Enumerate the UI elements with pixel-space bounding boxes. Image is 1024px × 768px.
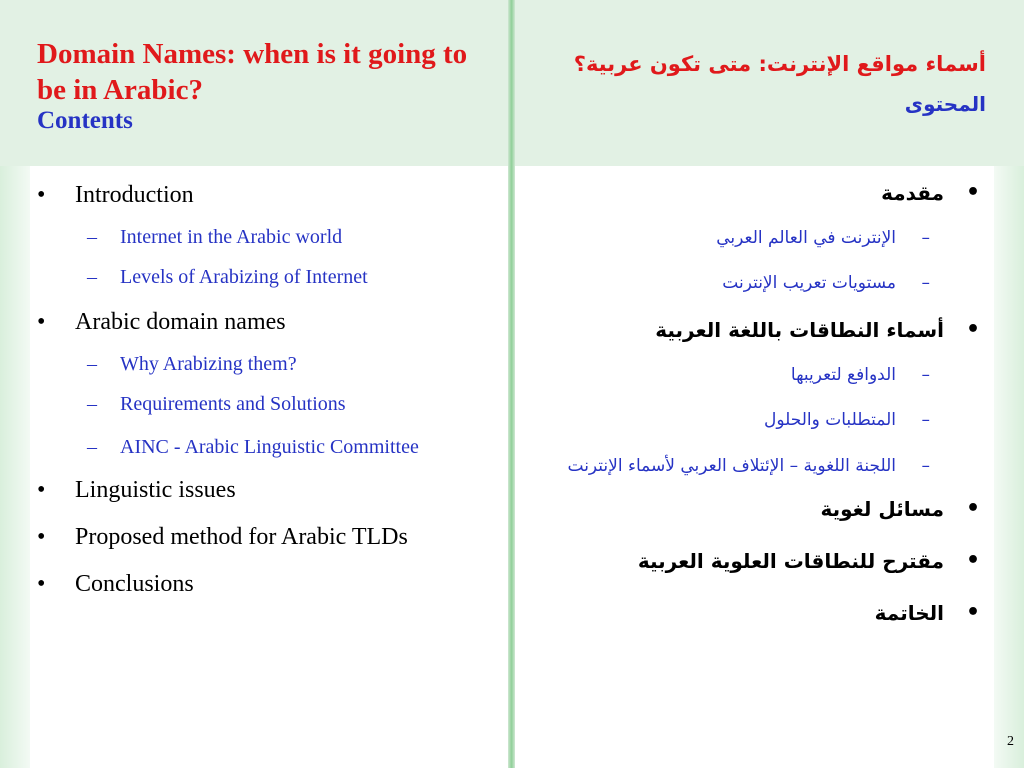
list-item — [528, 178, 988, 208]
list-item-text: Linguistic issues — [75, 477, 236, 503]
dash-marker: – — [921, 410, 930, 430]
dash-marker: – — [87, 393, 97, 415]
english-title: Domain Names: when is it going to be in Arabic? — [37, 38, 468, 106]
list-item-text: Why Arabizing them? — [120, 353, 297, 375]
list-item — [528, 598, 988, 628]
list-item — [528, 546, 988, 576]
column-divider — [508, 0, 515, 768]
list-item-text: Proposed method for Arabic TLDs — [75, 524, 408, 550]
bullet-marker: • — [37, 571, 46, 597]
list-item — [37, 264, 497, 290]
dash-marker: – — [921, 456, 930, 476]
list-item — [528, 270, 988, 296]
list-item — [528, 494, 988, 524]
dash-marker: – — [87, 436, 97, 458]
list-item-text: الخاتمة — [874, 601, 944, 625]
english-subtitle: Contents — [37, 107, 133, 134]
list-item-text: Introduction — [75, 182, 194, 208]
list-item-text: Requirements and Solutions — [120, 393, 346, 415]
list-item — [528, 407, 988, 433]
list-item — [37, 180, 497, 210]
list-item — [528, 362, 988, 388]
page-number: 2 — [1007, 734, 1014, 749]
dash-marker: – — [87, 226, 97, 248]
list-item — [37, 522, 497, 552]
list-item-text: AINC - Arabic Linguistic Committee — [120, 436, 419, 458]
english-contents-list — [37, 180, 497, 616]
list-item-text: مقدمة — [881, 181, 944, 205]
arabic-subtitle: المحتوى — [904, 92, 986, 116]
list-item-text: المتطلبات والحلول — [764, 410, 896, 430]
list-item-text: Arabic domain names — [75, 309, 286, 335]
bullet-marker: • — [965, 496, 980, 521]
list-item — [37, 307, 497, 337]
list-item — [528, 315, 988, 345]
bullet-marker: • — [965, 180, 980, 205]
bullet-marker: • — [37, 182, 46, 208]
list-item — [37, 429, 497, 465]
list-item-text: مستويات تعريب الإنترنت — [722, 273, 896, 293]
arabic-title: أسماء مواقع الإنترنت: متى تكون عربية؟ — [573, 52, 986, 76]
list-item-text: اللجنة اللغوية – الإئتلاف العربي لأسماء الإنترنت — [567, 456, 896, 476]
dash-marker: – — [87, 266, 97, 288]
list-item-text: Conclusions — [75, 571, 194, 597]
list-item — [37, 475, 497, 505]
bullet-marker: • — [965, 548, 980, 573]
arabic-contents-list — [528, 178, 988, 645]
english-title-block — [37, 36, 477, 134]
list-item — [37, 391, 497, 417]
list-item — [37, 224, 497, 250]
list-item-text: Levels of Arabizing of Internet — [120, 266, 368, 288]
list-item-text: الدوافع لتعريبها — [790, 365, 896, 385]
bullet-marker: • — [965, 317, 980, 342]
list-item-text: Internet in the Arabic world — [120, 226, 343, 248]
list-item — [37, 351, 497, 377]
bullet-marker: • — [37, 477, 46, 503]
list-item-text: مقترح للنطاقات العلوية العربية — [637, 549, 944, 573]
list-item — [528, 446, 988, 486]
bullet-marker: • — [37, 524, 46, 550]
list-item — [37, 569, 497, 599]
list-item — [528, 225, 988, 251]
dash-marker: – — [921, 228, 930, 248]
list-item-text: مسائل لغوية — [820, 497, 944, 521]
bullet-marker: • — [965, 600, 980, 625]
dash-marker: – — [87, 353, 97, 375]
arabic-title-block — [546, 42, 986, 122]
list-item-text: أسماء النطاقات باللغة العربية — [655, 318, 944, 342]
dash-marker: – — [921, 365, 930, 385]
dash-marker: – — [921, 273, 930, 293]
bullet-marker: • — [37, 309, 46, 335]
list-item-text: الإنترنت في العالم العربي — [716, 228, 896, 248]
